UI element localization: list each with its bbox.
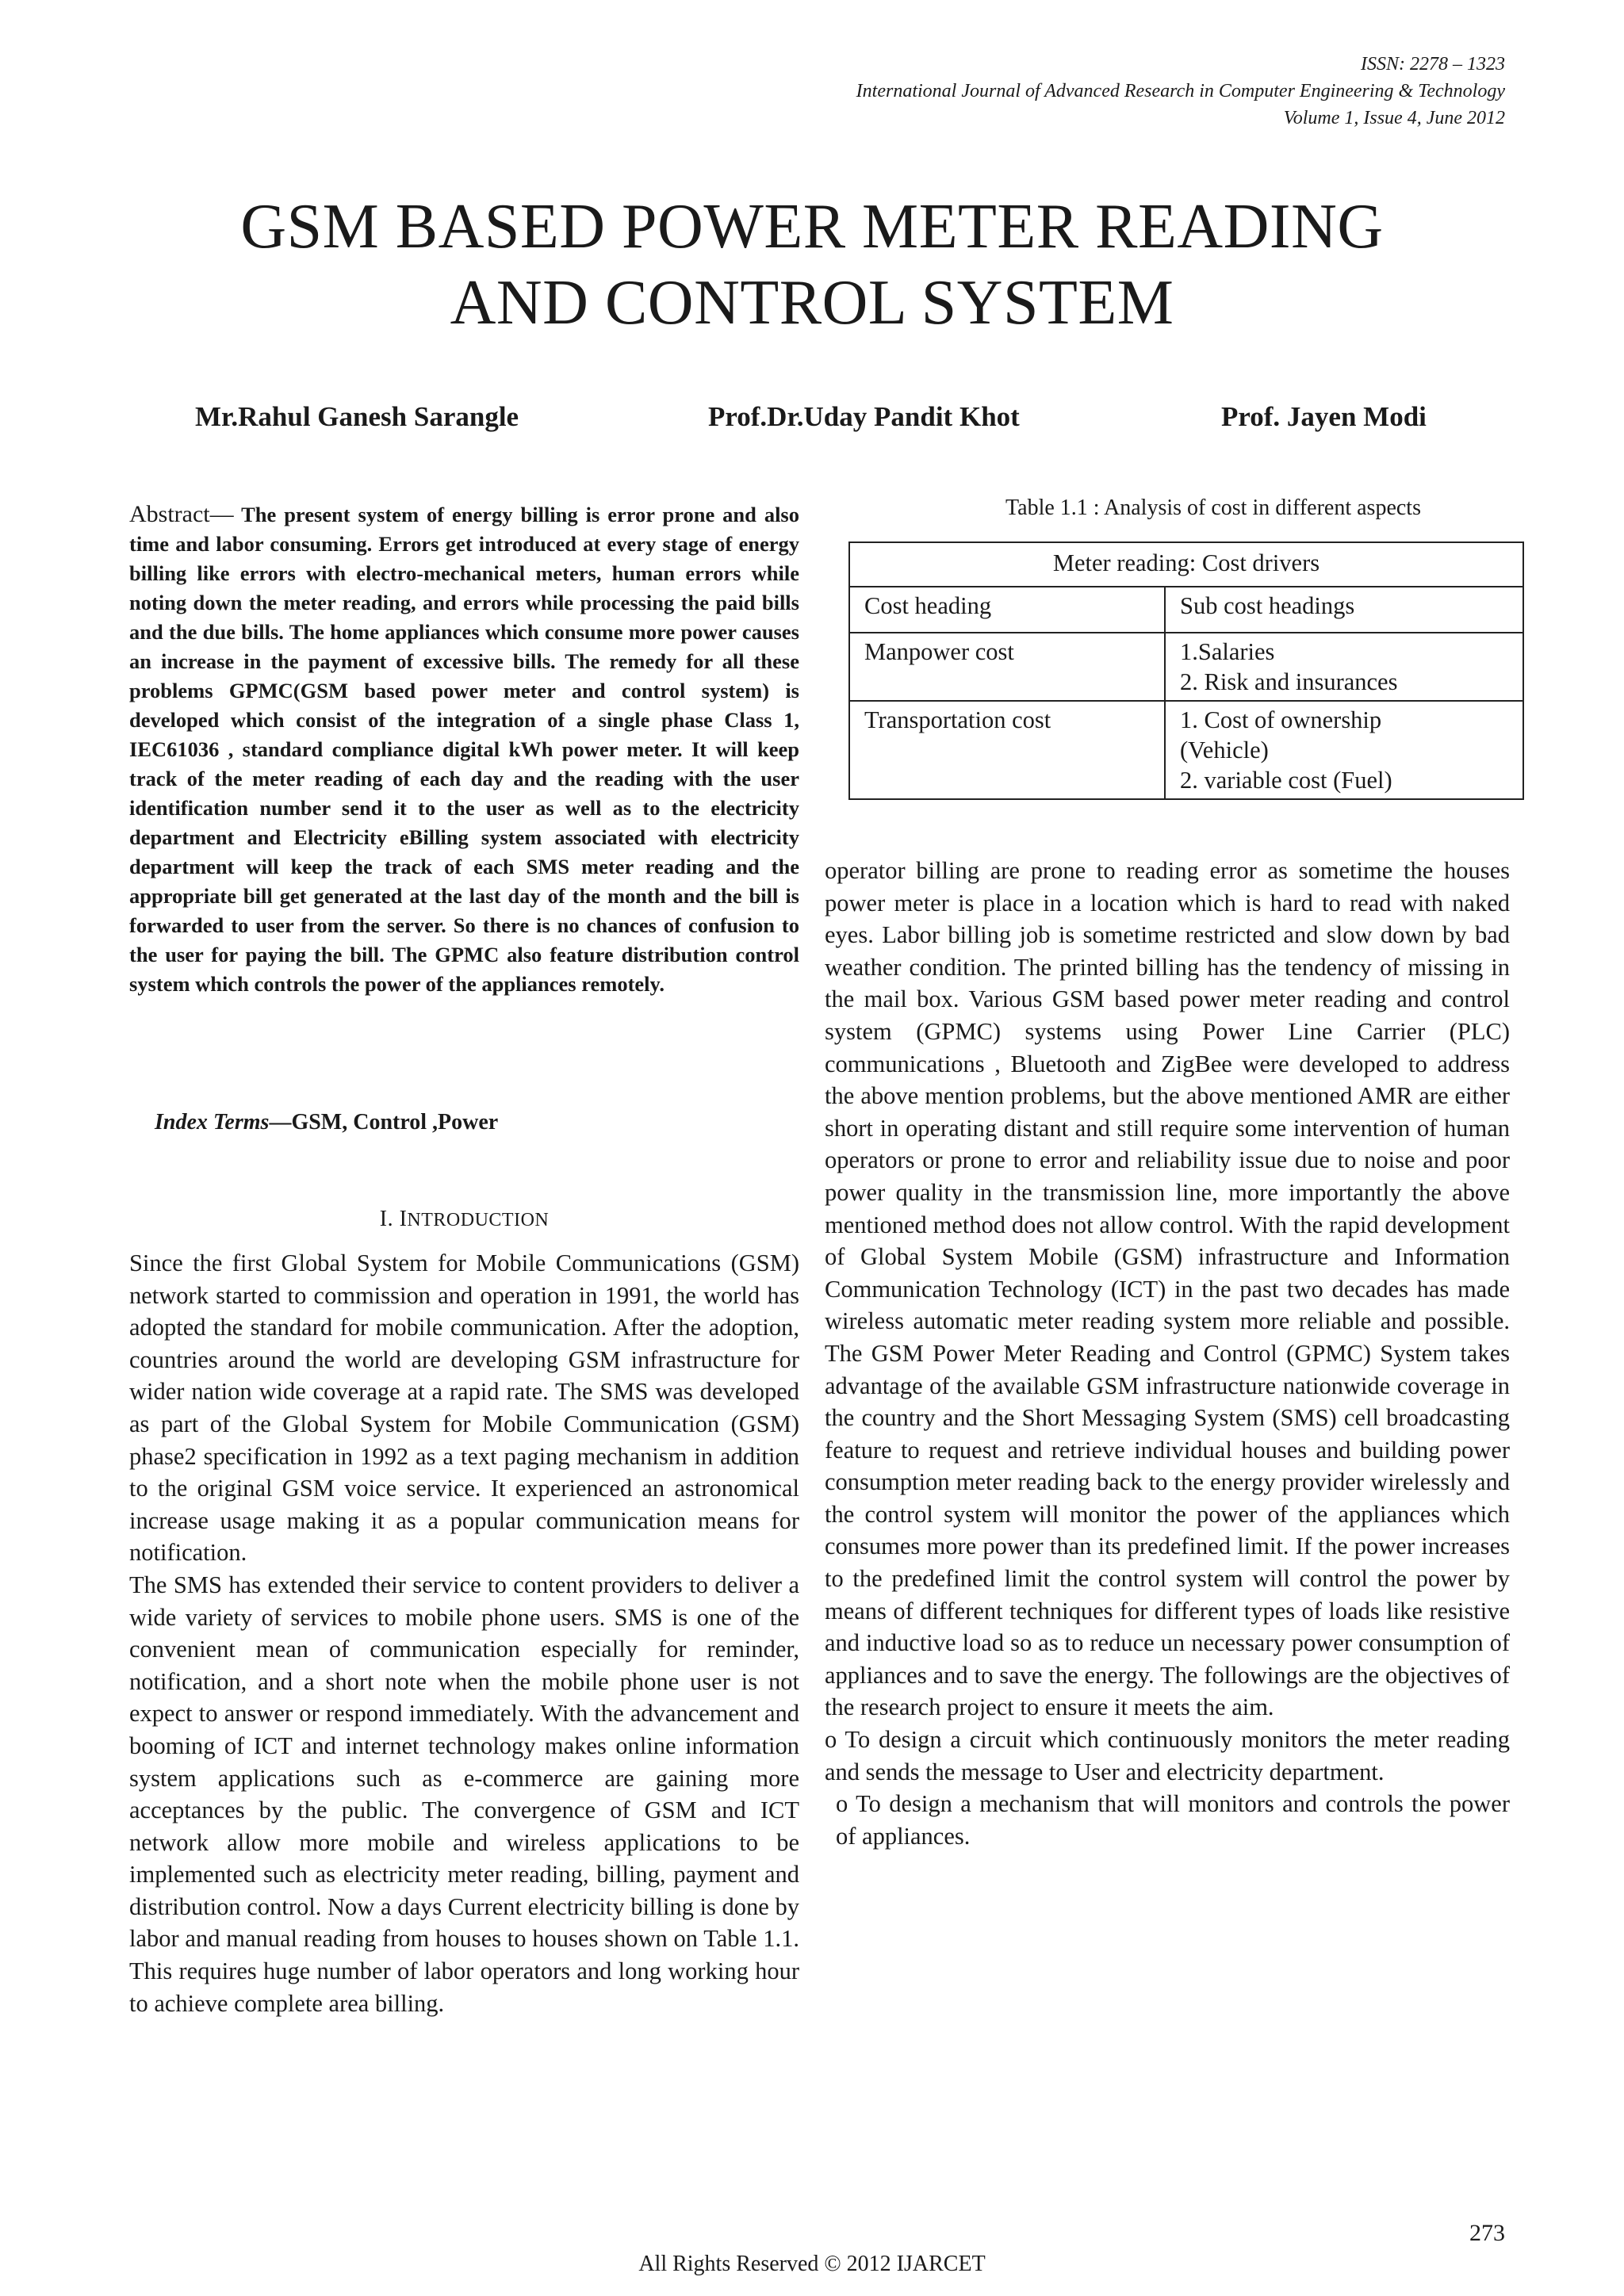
table-row [849, 701, 1523, 799]
title-line-1: GSM BASED POWER METER READING [240, 192, 1384, 262]
index-terms-text: —GSM, Control ,Power [269, 1110, 499, 1135]
author-1: Mr.Rahul Ganesh Sarangle [195, 401, 519, 432]
sub-item: (Vehicle) [1180, 737, 1269, 763]
sub-item: 2. Risk and insurances [1180, 668, 1398, 695]
intro-right-paragraph: operator billing are prone to reading error as sometime the houses power meter is place in a location which is hard to read with naked eyes. Labor billing job is sometime restricted and slow down by bad weather condition. The printed billing has the tendency of missing in the mail box. Various GSM based power meter reading and control system (GPMC) systems using Power Line Carrier (PLC) communications , Bluetooth and ZigBee were developed to address the above mention problems, but the above mentioned AMR are either short in operating distant and still require some intervention of human operators or prone to error and reliability issue due to noise and poor power quality in the transmission line, more importantly the above mentioned method does not allow control. With the rapid development of Global System Mobile (GSM) infrastructure and Information Communication Technology (ICT) in the past two decades has made wireless automatic meter reading system more reliable and possible. The GSM Power Meter Reading and Control (GPMC) System takes advantage of the available GSM infrastructure nationwide coverage in the country and the Short Messaging System (SMS) cell broadcasting feature to request and retrieve individual houses and building power consumption meter reading back to the energy provider wirelessly and the control system will monitor the power of the appliances which consumes more power than its predefined limit. If the power increases to the predefined limit the control system will control the power by means of different techniques for different types of loads like resistive and inductive load so as to reduce un necessary power consumption of appliances and to save the energy. The followings are the objectives of the research project to ensure it meets the aim. [825, 857, 1510, 1721]
cost-table [848, 541, 1524, 800]
copyright-footer: All Rights Reserved © 2012 IJARCET [638, 2252, 986, 2276]
section-heading [129, 1207, 799, 1232]
volume-info: Volume 1, Issue 4, June 2012 [1283, 108, 1505, 128]
abstract-body: The present system of energy billing is error prone and also time and labor consuming. Errors get introduced at every stage of energy billing like errors with electro-mechanical meters, human errors while noting down the meter reading, and errors while processing the paid bills and the due bills. The home appliances which consume more power causes an increase in the payment of excessive bills. The remedy for all these problems GPMC(GSM based power meter and control system) is developed which consist of the integration of a single phase Class 1, IEC61036 , standard compliance digital kWh power meter. It will keep track of the meter reading of each day and the reading with the user identification number send it to the user as well as to the electricity department and Electricity eBilling system associated with electricity department will keep the track of each SMS meter reading and the appropriate bill get generated at the last day of the month and the bill is forwarded to user from the server. So there is no chances of confusion to the user for paying the bill. The GPMC also feature distribution control system which controls the power of the appliances remotely. [129, 503, 799, 996]
table-cell-sub [1165, 701, 1523, 799]
table-cell-heading: Manpower cost [849, 633, 1165, 701]
intro-left-column [129, 1247, 799, 2019]
table-header-row [849, 587, 1523, 633]
abstract [129, 499, 799, 999]
issn: ISSN: 2278 – 1323 [1361, 54, 1505, 75]
sub-item: 2. variable cost (Fuel) [1180, 767, 1392, 794]
sub-item: 1. Cost of ownership [1180, 706, 1382, 733]
intro-paragraph-1: Since the first Global System for Mobile Communications (GSM) network started to commission and operation in 1991, the world has adopted the standard for mobile communication. After the adoption, countries around the world are developing GSM infrastructure for wider nation wide coverage at a rapid rate. The SMS was developed as part of the Global System for Mobile Communication (GSM) phase2 specification in 1992 as a text paging mechanism in addition to the original GSM voice service. It experienced an astronomical increase usage making it as a popular communication means for notification. [129, 1249, 799, 1567]
page-number: 273 [1469, 2220, 1505, 2246]
intro-paragraph-2: The SMS has extended their service to content providers to deliver a wide variety of services to mobile phone users. SMS is one of the convenient mean of communication especially for reminder, notification, and a short note when the mobile phone user is not expect to answer or respond immediately. With the advancement and booming of ICT and internet technology makes online information system applications such as e-commerce are gaining more acceptances by the public. The convergence of GSM and ICT network allow more mobile and wireless applications to be implemented such as electricity meter reading, billing, payment and distribution control. Now a days Current electricity billing is done by labor and manual reading from houses to houses shown on Table 1.1. This requires huge number of labor operators and long working hour to achieve complete area billing. [129, 1571, 799, 2017]
objective-1: o To design a circuit which continuously monitors the meter reading and sends the message to User and electricity department. [825, 1726, 1510, 1785]
table-title-row [849, 542, 1523, 587]
section-number: I. [379, 1207, 394, 1231]
sub-item: 1.Salaries [1180, 638, 1275, 665]
index-terms-label: Index Terms [155, 1110, 270, 1135]
author-2: Prof.Dr.Uday Pandit Khot [708, 401, 1020, 432]
table-caption: Table 1.1 : Analysis of cost in different aspects [1005, 496, 1421, 520]
table-col-sub-cost-headings: Sub cost headings [1165, 587, 1523, 633]
paper-title [0, 189, 1624, 341]
journal-name: International Journal of Advanced Research in Computer Engineering & Technology [856, 81, 1505, 101]
journal-header [856, 51, 1505, 132]
table-cell-heading: Transportation cost [849, 701, 1165, 799]
author-3: Prof. Jayen Modi [1221, 401, 1427, 432]
abstract-lead: Abstract— [129, 501, 234, 527]
title-line-2: AND CONTROL SYSTEM [450, 268, 1174, 338]
table-title: Meter reading: Cost drivers [849, 542, 1523, 587]
intro-right-column [825, 855, 1510, 1852]
table-cell-sub [1165, 633, 1523, 701]
table-row [849, 633, 1523, 701]
table-col-cost-heading: Cost heading [849, 587, 1165, 633]
index-terms [155, 1110, 498, 1135]
section-title-rest: NTRODUCTION [407, 1210, 550, 1230]
objective-2: o To design a mechanism that will monitors and controls the power of appliances. [836, 1790, 1510, 1850]
section-first-letter: I [399, 1207, 408, 1231]
